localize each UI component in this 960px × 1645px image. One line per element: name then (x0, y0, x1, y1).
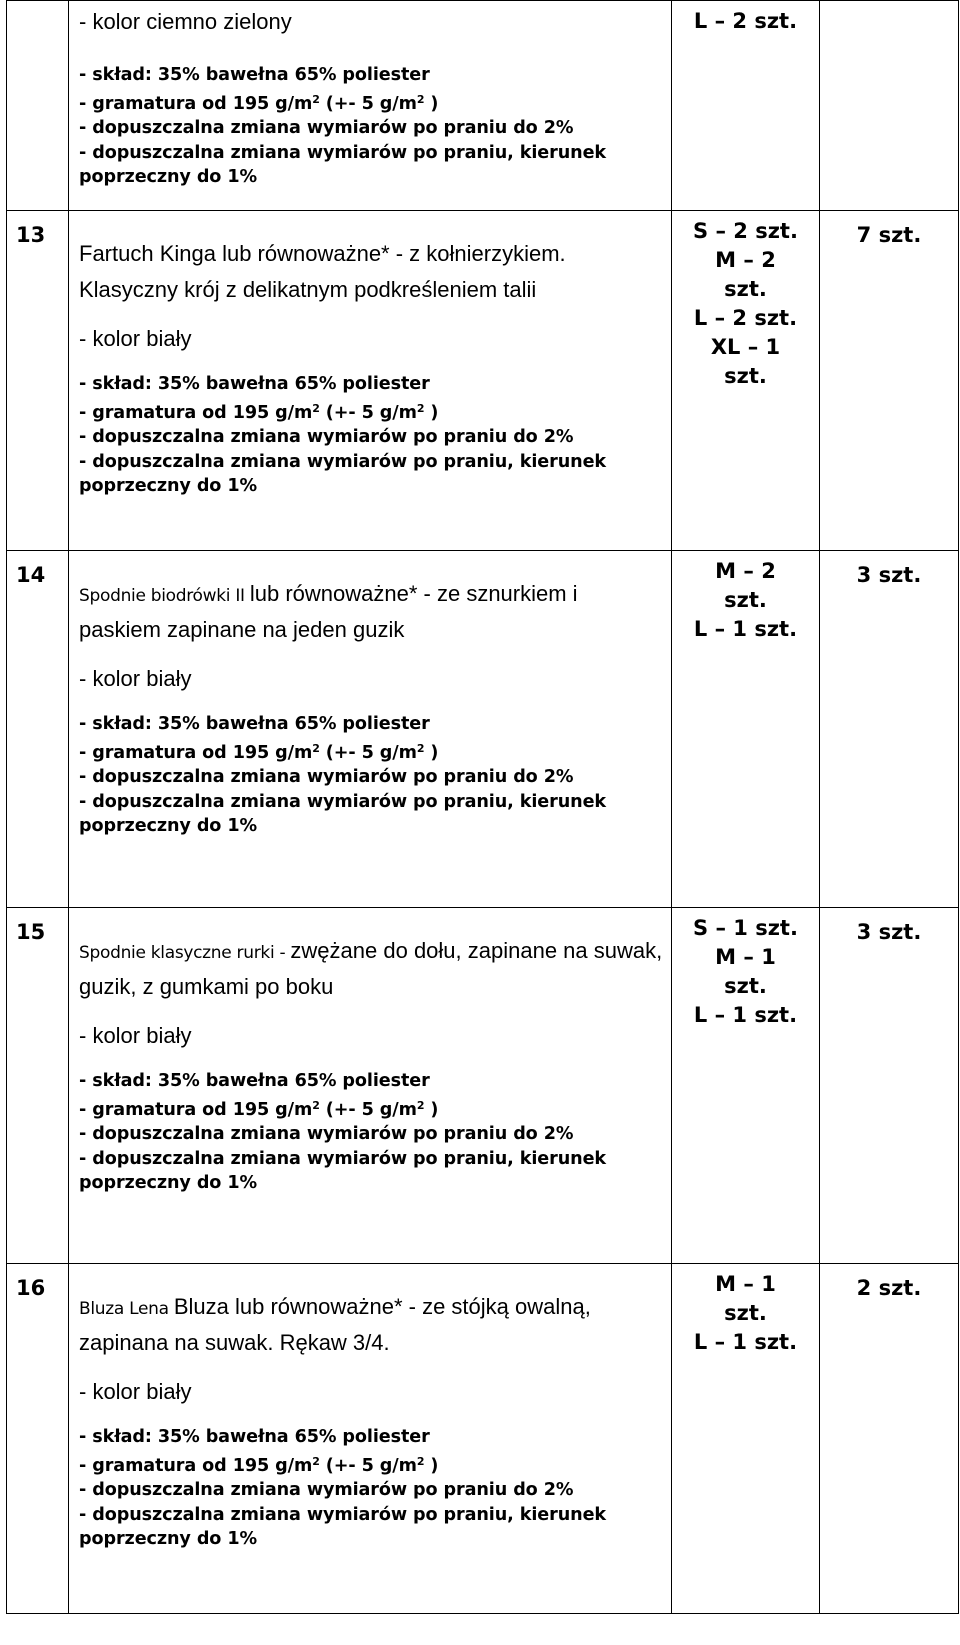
size-entry: L – 1 szt. (693, 617, 798, 641)
item-number: 14 (7, 551, 69, 908)
color-line: - kolor biały (79, 1023, 192, 1048)
size-entry: szt. (724, 364, 767, 388)
item-description (69, 1264, 672, 1614)
table-row (7, 1264, 959, 1614)
shrinkage-cross-line-end: poprzeczny do 1% (79, 1173, 257, 1193)
size-entry: L – 1 szt. (693, 1003, 798, 1027)
size-entry: L – 2 szt. (693, 9, 798, 33)
item-number: 13 (7, 211, 69, 551)
shrinkage-cross-line: - dopuszczalna zmiana wymiarów po praniu, kierunek (79, 142, 606, 163)
item-name: Fartuch Kinga lub równoważne* - z kołnierzykiem. Klasyczny krój z delikatnym podkreśleniem talii (79, 241, 566, 302)
size-entry: XL – 1 (710, 335, 781, 359)
material-spec (79, 372, 665, 513)
color-line: - kolor biały (79, 1379, 192, 1404)
size-breakdown (672, 551, 820, 908)
size-entry: M – 2 (715, 248, 776, 272)
material-spec (79, 1069, 665, 1210)
item-description (69, 908, 672, 1264)
weight-line: - gramatura od 195 $g/m^2$ (+- 5 $g/m^2$ ) (79, 92, 439, 114)
size-entry: szt. (724, 974, 767, 998)
table-row (7, 211, 959, 551)
size-entry: S – 2 szt. (693, 219, 798, 243)
item-number: 16 (7, 1264, 69, 1614)
shrinkage-cross-line: - dopuszczalna zmiana wymiarów po praniu, kierunek (79, 1504, 606, 1525)
shrinkage-cross-line-end: poprzeczny do 1% (79, 167, 257, 187)
composition-line: - skład: 35% bawełna 65% poliester (79, 65, 430, 85)
size-entry: L – 2 szt. (693, 306, 798, 330)
table-row (7, 551, 959, 908)
shrinkage-cross-line-end: poprzeczny do 1% (79, 1529, 257, 1549)
composition-line: - skład: 35% bawełna 65% poliester (79, 1071, 430, 1091)
weight-line: - gramatura od 195 $g/m^2$ (+- 5 $g/m^2$ ) (79, 1098, 439, 1120)
material-spec (79, 712, 665, 853)
composition-line: - skład: 35% bawełna 65% poliester (79, 1427, 430, 1447)
size-entry: S – 1 szt. (693, 916, 798, 940)
weight-line: - gramatura od 195 $g/m^2$ (+- 5 $g/m^2$ ) (79, 1454, 439, 1476)
size-breakdown (672, 211, 820, 551)
material-spec (79, 1425, 665, 1566)
weight-line: - gramatura od 195 $g/m^2$ (+- 5 $g/m^2$ ) (79, 401, 439, 423)
item-total: 7 szt. (820, 211, 959, 551)
size-entry: M – 2 (715, 559, 776, 583)
color-line: - kolor biały (79, 666, 192, 691)
item-number: 15 (7, 908, 69, 1264)
item-total: 2 szt. (820, 1264, 959, 1614)
size-entry: M – 1 (715, 945, 776, 969)
size-entry: M – 1 (715, 1272, 776, 1296)
shrinkage-cross-line: - dopuszczalna zmiana wymiarów po praniu, kierunek (79, 451, 606, 472)
material-spec (79, 63, 665, 204)
shrinkage-line: - dopuszczalna zmiana wymiarów po praniu do 2% (79, 767, 574, 787)
shrinkage-cross-line-end: poprzeczny do 1% (79, 816, 257, 836)
item-total (820, 1, 959, 211)
size-breakdown (672, 1264, 820, 1614)
shrinkage-cross-line: - dopuszczalna zmiana wymiarów po praniu, kierunek (79, 791, 606, 812)
item-name: Spodnie klasyczne rurki - zwężane do dołu, zapinane na suwak, guzik, z gumkami po boku (79, 938, 663, 999)
item-total: 3 szt. (820, 551, 959, 908)
shrinkage-cross-line-end: poprzeczny do 1% (79, 476, 257, 496)
composition-line: - skład: 35% bawełna 65% poliester (79, 374, 430, 394)
item-description (69, 1, 672, 211)
color-line: - kolor biały (79, 326, 192, 351)
size-entry: szt. (724, 277, 767, 301)
product-spec-table (6, 0, 959, 1614)
size-breakdown (672, 1, 820, 211)
size-breakdown (672, 908, 820, 1264)
size-entry: szt. (724, 1301, 767, 1325)
item-description (69, 551, 672, 908)
item-number (7, 1, 69, 211)
shrinkage-cross-line: - dopuszczalna zmiana wymiarów po praniu, kierunek (79, 1148, 606, 1169)
size-entry: szt. (724, 588, 767, 612)
weight-line: - gramatura od 195 $g/m^2$ (+- 5 $g/m^2$ ) (79, 741, 439, 763)
item-total: 3 szt. (820, 908, 959, 1264)
item-name: Spodnie biodrówki II lub równoważne* - ze sznurkiem i paskiem zapinane na jeden guzik (79, 581, 578, 642)
table-row (7, 908, 959, 1264)
shrinkage-line: - dopuszczalna zmiana wymiarów po praniu do 2% (79, 118, 574, 138)
shrinkage-line: - dopuszczalna zmiana wymiarów po praniu do 2% (79, 427, 574, 447)
shrinkage-line: - dopuszczalna zmiana wymiarów po praniu do 2% (79, 1124, 574, 1144)
shrinkage-line: - dopuszczalna zmiana wymiarów po praniu do 2% (79, 1480, 574, 1500)
item-name: Bluza Lena Bluza lub równoważne* - ze stójką owalną, zapinana na suwak. Rękaw 3/4. (79, 1294, 591, 1355)
color-line: - kolor ciemno zielony (79, 9, 292, 34)
composition-line: - skład: 35% bawełna 65% poliester (79, 714, 430, 734)
item-description (69, 211, 672, 551)
size-entry: L – 1 szt. (693, 1330, 798, 1354)
table-row (7, 1, 959, 211)
